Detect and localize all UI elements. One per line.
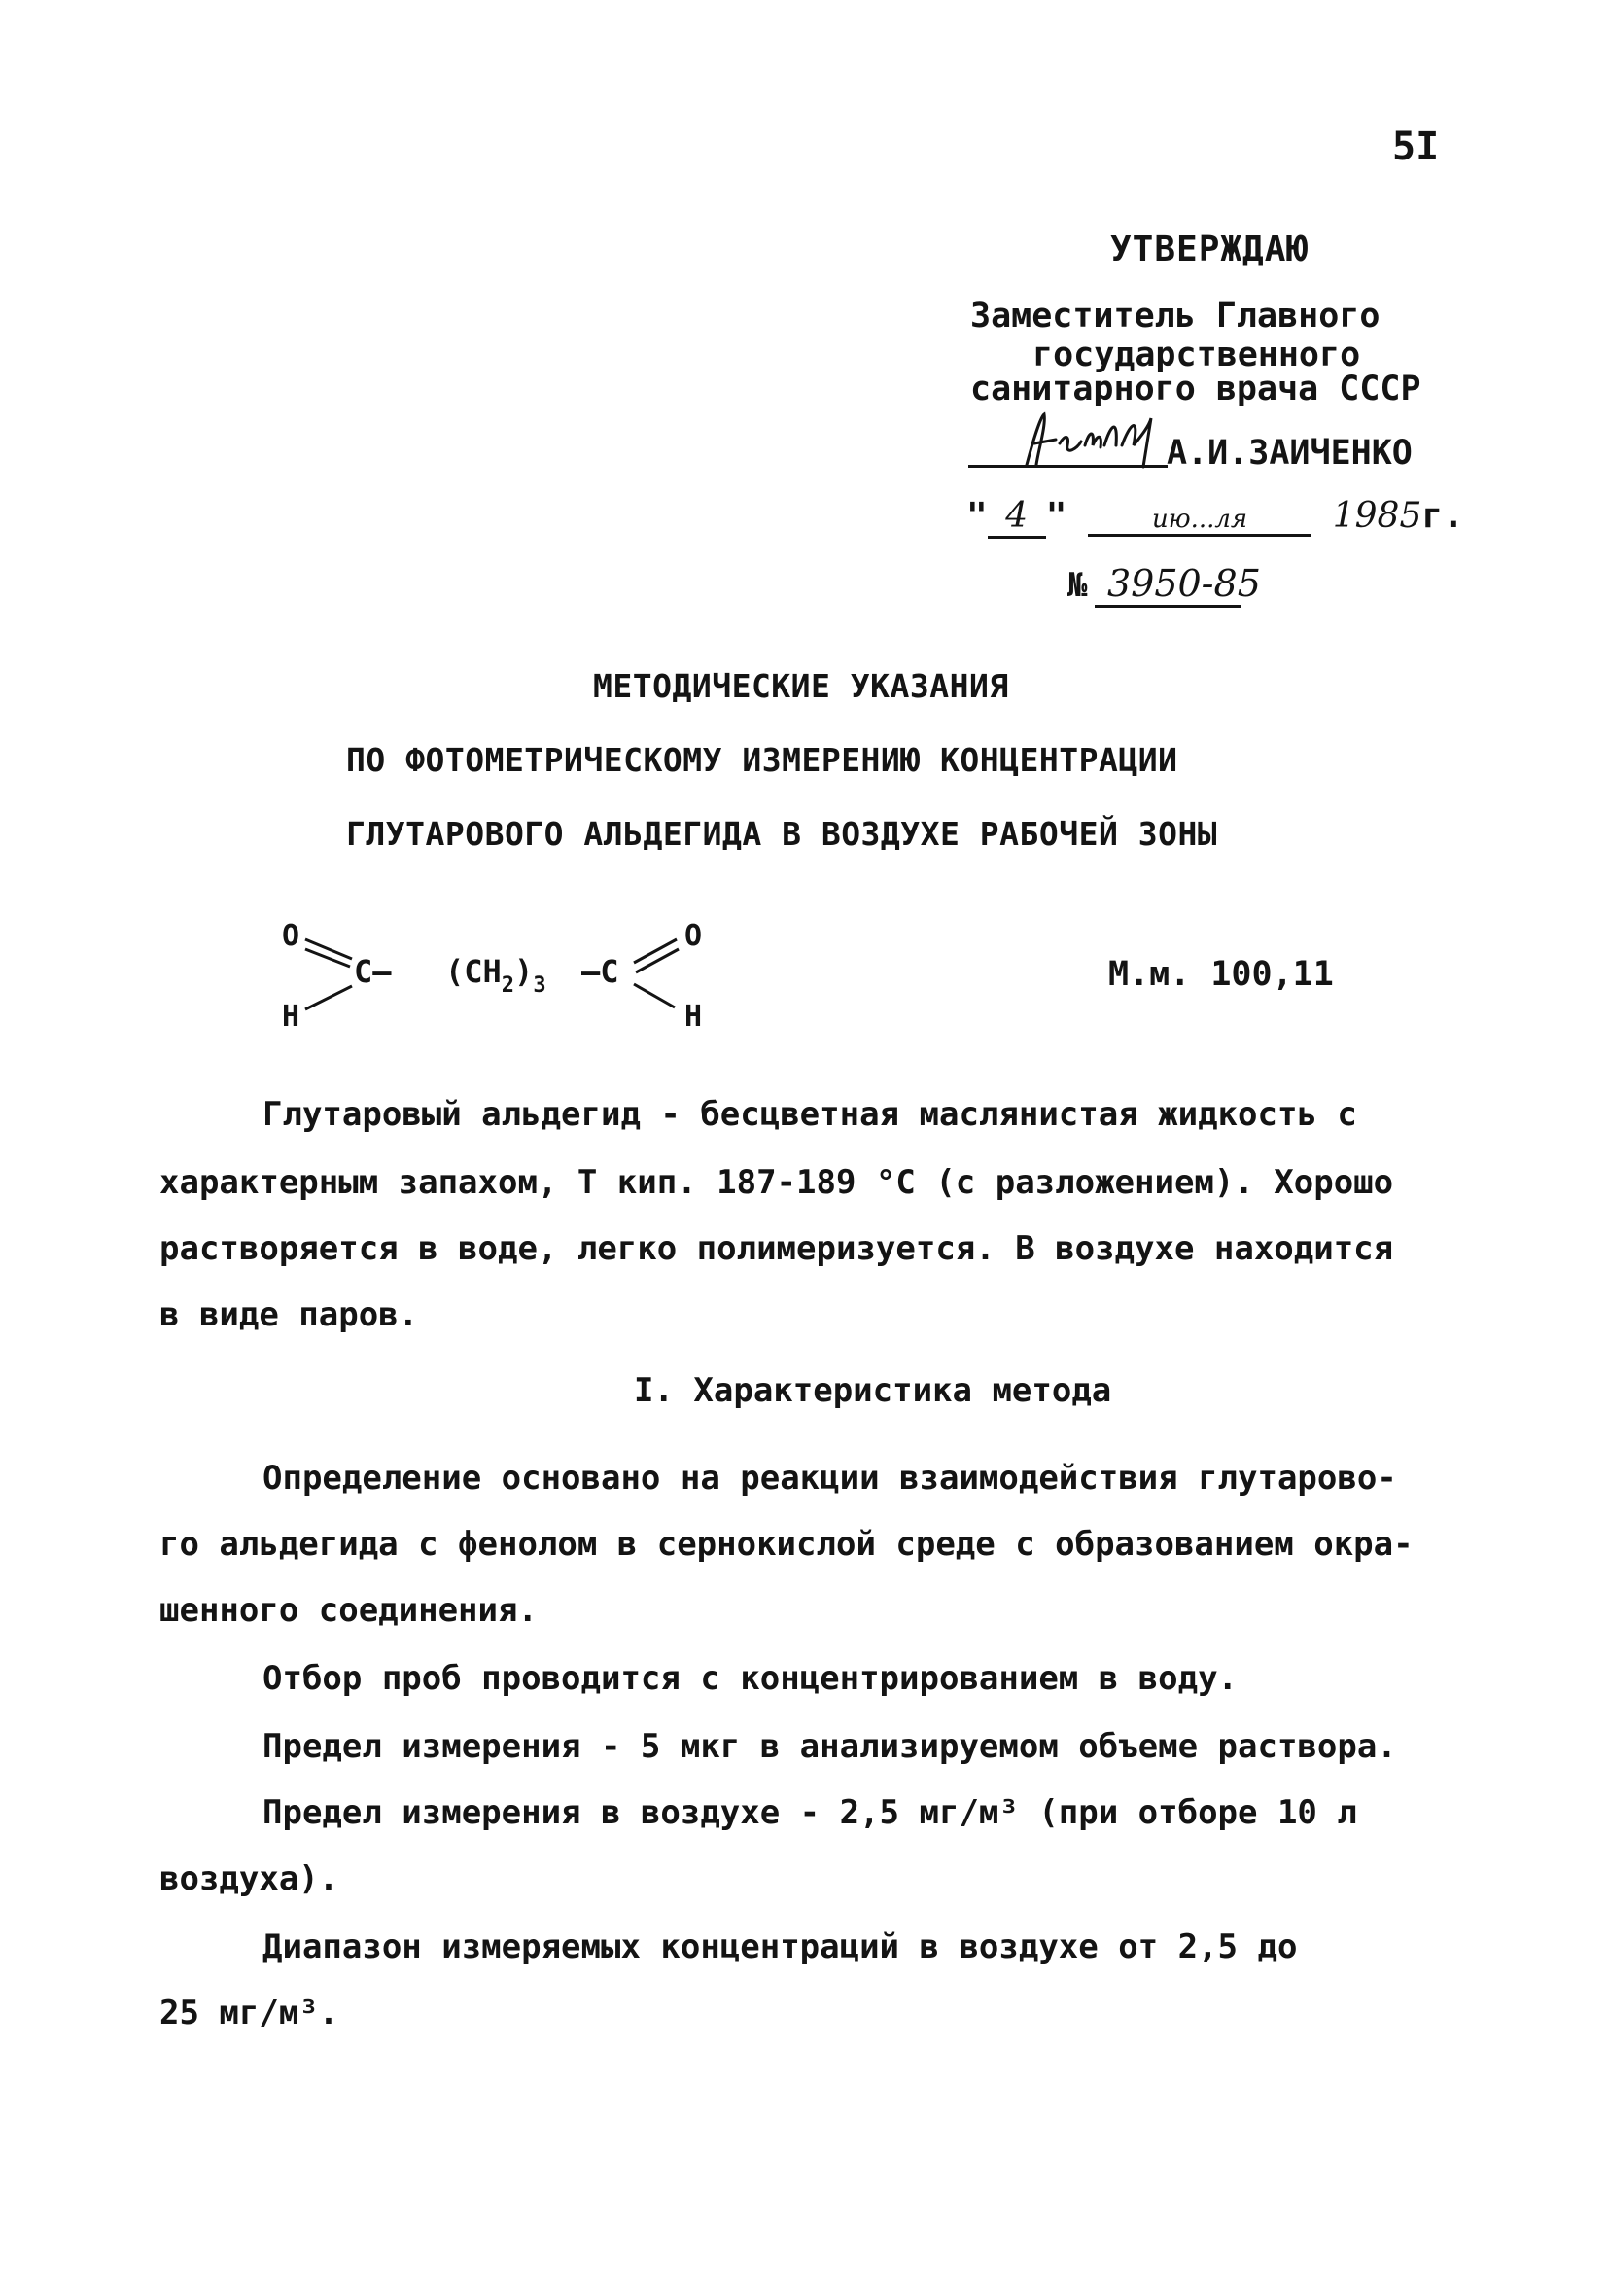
number-underline [1095,605,1241,608]
page-number: 5I [1392,124,1440,169]
intro-line3: растворяется в воде, легко полимеризуется. В воздухе находится [159,1229,1394,1268]
molar-mass: М.м. 100,11 [1108,955,1334,994]
intro-line2: характерным запахом, Т кип. 187-189 °С (с разложением). Хорошо [159,1163,1394,1202]
handwritten-signature [988,406,1182,473]
date-year-suffix: г. [1421,496,1464,536]
date-day: 4 [988,496,1046,539]
section1-p4-line1: Предел измерения в воздухе - 2,5 мг/м³ (при отборе 10 л [262,1793,1357,1832]
number-sign: № [1067,566,1088,605]
title-line3: ГЛУТАРОВОГО АЛЬДЕГИДА В ВОЗДУХЕ РАБОЧЕЙ ЗОНЫ [346,815,1218,853]
structural-formula [272,904,739,1041]
date-year: 1985 [1332,496,1422,536]
approval-heading: УТВЕРЖДАЮ [1110,230,1310,269]
approval-number [1067,562,1261,605]
date-quote-close: " [1045,496,1067,536]
formula-ch2: $(CH_2)_3$ [445,953,546,998]
formula-left-hydrogen: H [282,1000,300,1034]
formula-right-carbon: —C [581,953,619,990]
section1-p1-line3: шенного соединения. [159,1591,538,1630]
number-value: 3950-85 [1106,562,1261,605]
signature-line [968,465,1168,468]
section1-p2: Отбор проб проводится с концентрированием в воду. [262,1659,1239,1698]
formula-right-hydrogen: H [684,1000,703,1034]
approval-position-line2: государственного [1032,336,1361,374]
formula-left-carbon: C— [354,953,392,990]
title-line1: МЕТОДИЧЕСКИЕ УКАЗАНИЯ [593,667,1009,705]
approval-position-line3: санитарного врача СССР [970,370,1421,408]
date-quote-open: " [966,496,988,536]
section1-heading: I. Характеристика метода [634,1371,1112,1410]
approval-date [966,496,1464,539]
intro-line4: в виде паров. [159,1295,419,1334]
section1-p1-line2: го альдегида с фенолом в сернокислой среде с образованием окра- [159,1525,1414,1564]
section1-p5-line1: Диапазон измеряемых концентраций в воздухе от 2,5 до [262,1927,1298,1966]
section1-p1-line1: Определение основано на реакции взаимодействия глутарово- [262,1459,1397,1498]
section1-p3: Предел измерения - 5 мкг в анализируемом объеме раствора. [262,1727,1397,1766]
section1-p4-line2: воздуха). [159,1859,339,1898]
approval-position-line1: Заместитель Главного [970,297,1381,336]
section1-p5-line2: 25 мг/м³. [159,1994,339,2032]
formula-right-oxygen: O [684,919,703,953]
signatory-name: А.И.ЗАИЧЕНКО [1167,434,1413,473]
formula-left-oxygen: O [282,919,300,953]
date-month: ию...ля [1088,505,1311,537]
title-line2: ПО ФОТОМЕТРИЧЕСКОМУ ИЗМЕРЕНИЮ КОНЦЕНТРАЦИИ [346,741,1178,779]
intro-line1: Глутаровый альдегид - бесцветная маслянистая жидкость с [262,1095,1357,1134]
